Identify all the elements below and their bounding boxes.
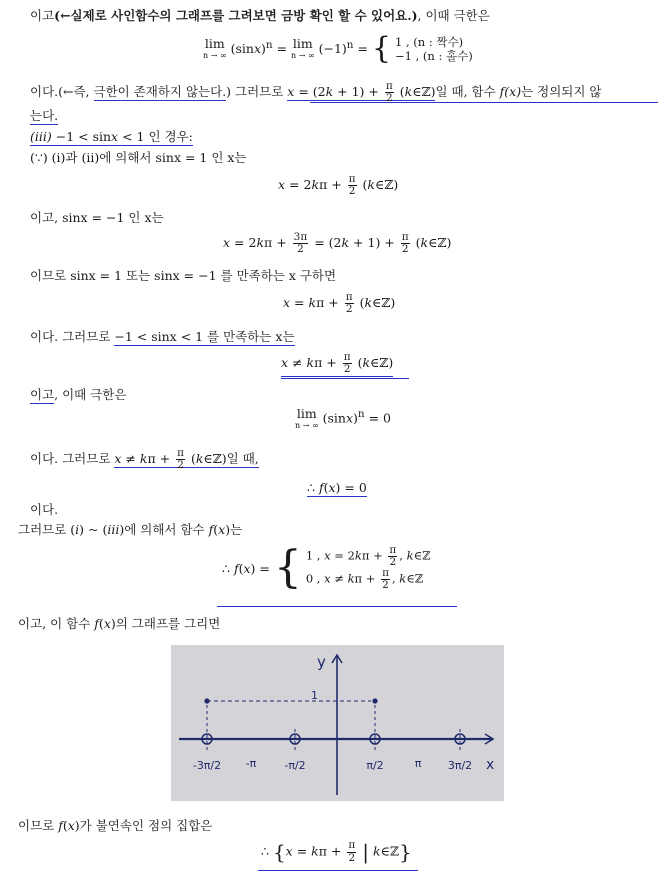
line-by: 그러므로 (i) ~ (iii)에 의해서 함수 f(x)는 [18, 522, 243, 537]
line-graph: 이고, 이 함수 f(x)의 그래프를 그리면 [18, 616, 221, 631]
eq-piecewise: ∴ f(x) = { 1 , x = 2kπ + $\frac{\pi}{2}$ , k∈ℤ 0 , x ≠ kπ + $\frac{\pi}{2}$ , k∈ℤ [222, 542, 431, 594]
x-axis-label: x [486, 757, 495, 773]
point-pi2 [372, 698, 377, 703]
underline-range: −1 < sinx < 1 를 만족하는 x는 [114, 329, 295, 344]
underline-long [310, 102, 658, 103]
underline-eq8 [217, 606, 457, 607]
underline-eq5 [281, 378, 409, 379]
tick-neg-pi: -π [245, 757, 257, 770]
line-therefore: 이다. 그러므로 −1 < sinx < 1 를 만족하는 x는 [30, 329, 295, 344]
tick-pi2: π/2 [366, 759, 384, 772]
underline-no-limit: 극한이 존재하지 않는다. [93, 84, 227, 100]
graph-photo [171, 645, 504, 801]
line-is: 이다. [30, 502, 59, 517]
tick-3pi2: 3π/2 [447, 759, 473, 772]
eq-discontinuity-set: ∴ {x = kπ + $\frac{\pi}{2}$ | k∈ℤ} [261, 839, 412, 864]
eq-sin-minus-one: x = 2kπ + $\frac{3\pi}{2}$ = (2k + 1) + $\frac{\pi}{2}$ (k∈ℤ) [223, 231, 452, 256]
label-one: 1 [311, 689, 318, 702]
line-discont: 이므로 f(x)가 불연속인 점의 집합은 [18, 818, 213, 833]
point-neg-3pi2 [204, 698, 209, 703]
line-then: 이고, 이때 극한은 [30, 387, 127, 402]
line-1: 이고(←실제로 사인함수의 그래프를 그려보면 금방 확인 할 수 있어요.), 이때 극한은 [30, 8, 490, 23]
eq-lim-zero: lim n → ∞ $(\sin x)^n = 0$ [295, 406, 391, 430]
eq-f-zero: ∴ f(x) = 0 [307, 480, 367, 495]
eq-sin-one: x = 2kπ + $\frac{\pi}{2}$ (k∈ℤ) [278, 173, 399, 198]
underline-eq9 [258, 870, 418, 871]
line-when: 이다. 그러므로 x ≠ kπ + $\frac{\pi}{2}$ (k∈ℤ)일 때, [30, 447, 259, 472]
hand-drawn-graph [171, 645, 504, 801]
line-2: 이다.(←즉, 극한이 존재하지 않는다.) 그러므로 x = (2k + 1) + $\frac{\pi}{2}$ (k∈ℤ)일 때, 함수 f(x)는 정의되지 않 [30, 80, 602, 105]
y-axis-label: y [317, 653, 326, 671]
tick-neg-3pi2: -3π/2 [192, 759, 222, 772]
eq-not-k-pi: x ≠ kπ + $\frac{\pi}{2}$ (k∈ℤ) [281, 352, 393, 377]
tick-neg-pi2: -π/2 [284, 759, 306, 772]
case-iii-heading: (iii) −1 < sinx < 1 인 경우: [30, 129, 193, 144]
line-satisfy: 이므로 sinx = 1 또는 sinx = −1 를 만족하는 x 구하면 [30, 268, 337, 283]
eq-lim-alternating: lim n → ∞ $(\sin x)^n = \lim$ n → ∞ $(-1)^n$ = { 1 , (n : 짝수) −1 , (n : 홀수) [203, 31, 473, 66]
line-and: 이고, sinx = −1 인 x는 [30, 210, 164, 225]
tick-pi: π [414, 757, 422, 770]
aside-note: (←실제로 사인함수의 그래프를 그려보면 금방 확인 할 수 있어요.) [54, 8, 418, 23]
because-line: (∵) (i)과 (ii)에 의해서 sinx = 1 인 x는 [30, 150, 247, 165]
line-3: 는다. [30, 108, 59, 123]
underline-condition: x = (2k + 1) + $\frac{\pi}{2}$ (k∈ℤ) [287, 80, 436, 105]
eq-k-pi: x = kπ + $\frac{\pi}{2}$ (k∈ℤ) [283, 291, 396, 316]
